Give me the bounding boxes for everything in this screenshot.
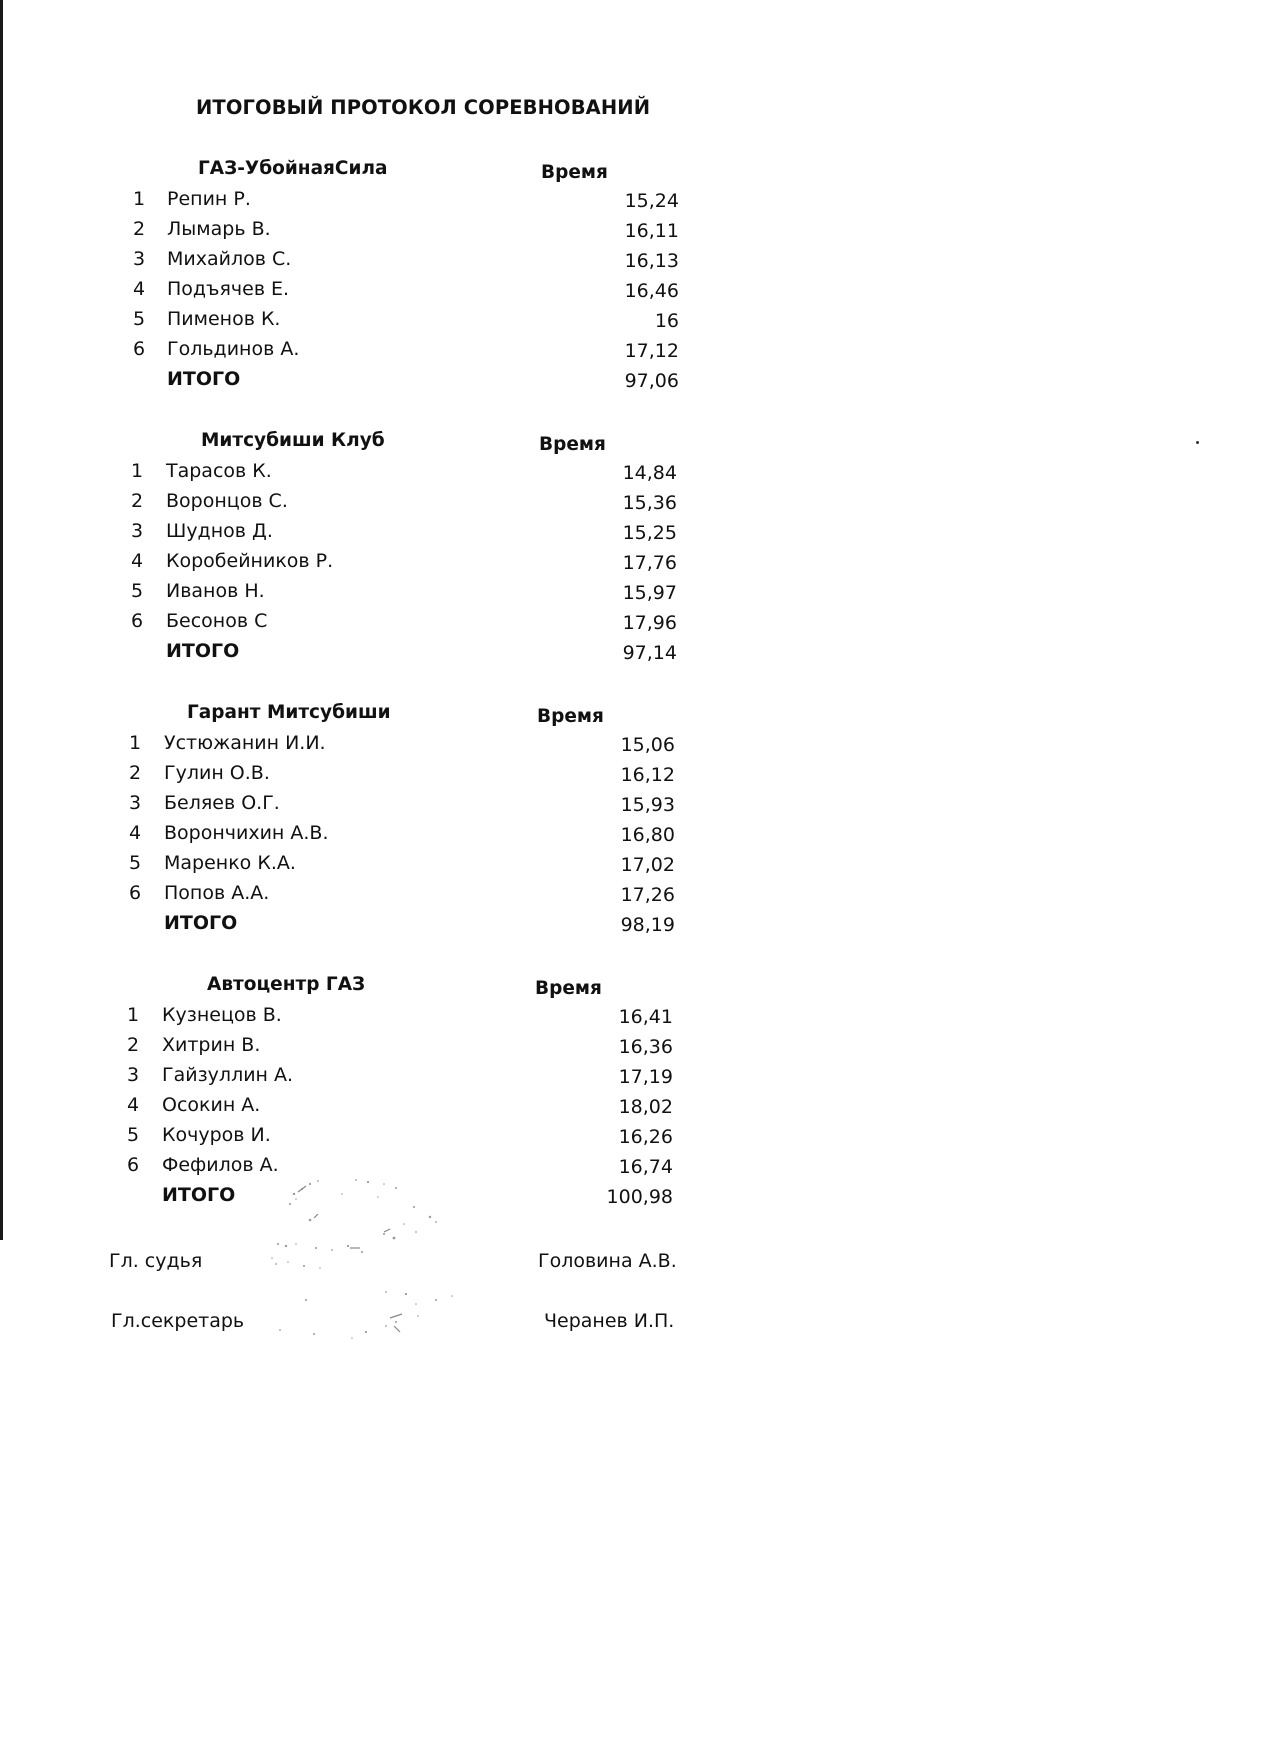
table-row <box>0 580 700 606</box>
participant-name: Ворончихин А.В. <box>164 822 329 844</box>
participant-name: Пименов К. <box>167 308 281 330</box>
table-row <box>0 792 700 818</box>
team-name: Гарант Митсубиши <box>187 702 391 723</box>
participant-name: Лымарь В. <box>167 218 271 240</box>
time-column-header: Время <box>541 162 608 183</box>
participant-time: 16,46 <box>624 280 679 302</box>
team-header <box>0 158 700 184</box>
total-row <box>0 912 700 938</box>
signature-row-secretary <box>0 1310 700 1338</box>
total-label: ИТОГО <box>164 912 238 934</box>
place-number: 6 <box>132 338 146 360</box>
team-header <box>0 430 700 456</box>
place-number: 3 <box>132 248 146 270</box>
participant-name: Кочуров И. <box>162 1124 271 1146</box>
scan-speck <box>1196 441 1199 444</box>
participant-name: Шуднов Д. <box>166 520 273 542</box>
participant-name: Гайзуллин А. <box>162 1064 294 1086</box>
participant-time: 15,36 <box>622 492 677 514</box>
participant-time: 16,41 <box>618 1006 673 1028</box>
place-number: 5 <box>128 852 142 874</box>
place-number: 5 <box>130 580 144 602</box>
participant-name: Беляев О.Г. <box>164 792 280 814</box>
participant-name: Подъячев Е. <box>167 278 290 300</box>
participant-time: 15,25 <box>622 522 677 544</box>
participant-name: Иванов Н. <box>166 580 265 602</box>
participant-name: Осокин А. <box>162 1094 261 1116</box>
signature-person: Черанев И.П. <box>544 1310 675 1332</box>
participant-time: 17,76 <box>622 552 677 574</box>
team-header <box>0 974 700 1000</box>
table-row <box>0 762 700 788</box>
table-row <box>0 882 700 908</box>
signature-role: Гл. судья <box>109 1250 203 1272</box>
place-number: 4 <box>128 822 142 844</box>
participant-name: Воронцов С. <box>166 490 288 512</box>
participant-name: Попов А.А. <box>164 882 270 904</box>
place-number: 3 <box>128 792 142 814</box>
participant-time: 15,06 <box>620 734 675 756</box>
participant-time: 15,97 <box>622 582 677 604</box>
table-row <box>0 852 700 878</box>
participant-time: 15,93 <box>620 794 675 816</box>
participant-time: 16,26 <box>618 1126 673 1148</box>
participant-time: 17,19 <box>618 1066 673 1088</box>
place-number: 6 <box>130 610 144 632</box>
participant-time: 16,12 <box>620 764 675 786</box>
participant-name: Коробейников Р. <box>166 550 334 572</box>
place-number: 2 <box>130 490 144 512</box>
participant-name: Фефилов А. <box>162 1154 279 1176</box>
table-row <box>0 1004 700 1030</box>
table-row <box>0 490 700 516</box>
total-row <box>0 640 700 666</box>
team-name: Митсубиши Клуб <box>201 430 385 451</box>
participant-name: Бесонов С <box>166 610 268 632</box>
place-number: 6 <box>126 1154 140 1176</box>
total-time: 97,14 <box>622 642 677 664</box>
total-time: 97,06 <box>624 370 679 392</box>
participant-name: Гольдинов А. <box>167 338 300 360</box>
table-row <box>0 520 700 546</box>
place-number: 1 <box>130 460 144 482</box>
participant-time: 17,02 <box>620 854 675 876</box>
place-number: 2 <box>132 218 146 240</box>
total-time: 100,98 <box>606 1186 673 1208</box>
time-column-header: Время <box>535 978 602 999</box>
table-row <box>0 278 700 304</box>
signature-row-judge <box>0 1250 700 1278</box>
participant-name: Михайлов С. <box>167 248 292 270</box>
table-row <box>0 338 700 364</box>
place-number: 1 <box>132 188 146 210</box>
team-name: Автоцентр ГАЗ <box>207 974 366 995</box>
table-row <box>0 188 700 214</box>
table-row <box>0 1034 700 1060</box>
participant-name: Хитрин В. <box>162 1034 261 1056</box>
table-row <box>0 218 700 244</box>
participant-time: 17,96 <box>622 612 677 634</box>
place-number: 2 <box>126 1034 140 1056</box>
place-number: 4 <box>132 278 146 300</box>
participant-time: 17,12 <box>624 340 679 362</box>
participant-name: Гулин О.В. <box>164 762 270 784</box>
table-row <box>0 1124 700 1150</box>
participant-time: 18,02 <box>618 1096 673 1118</box>
signature-person: Головина А.В. <box>538 1250 677 1272</box>
participant-name: Кузнецов В. <box>162 1004 282 1026</box>
place-number: 1 <box>128 732 142 754</box>
participant-time: 16,80 <box>620 824 675 846</box>
participant-name: Устюжанин И.И. <box>164 732 326 754</box>
place-number: 3 <box>130 520 144 542</box>
table-row <box>0 550 700 576</box>
total-label: ИТОГО <box>167 368 241 390</box>
participant-time: 16,36 <box>618 1036 673 1058</box>
place-number: 1 <box>126 1004 140 1026</box>
table-row <box>0 460 700 486</box>
place-number: 5 <box>132 308 146 330</box>
participant-name: Репин Р. <box>167 188 251 210</box>
table-row <box>0 1094 700 1120</box>
total-label: ИТОГО <box>162 1184 236 1206</box>
team-header <box>0 702 700 728</box>
table-row <box>0 248 700 274</box>
participant-time: 14,84 <box>622 462 677 484</box>
table-row <box>0 308 700 334</box>
total-time: 98,19 <box>620 914 675 936</box>
place-number: 2 <box>128 762 142 784</box>
time-column-header: Время <box>537 706 604 727</box>
place-number: 4 <box>130 550 144 572</box>
total-row <box>0 368 700 394</box>
participant-time: 16,13 <box>624 250 679 272</box>
signature-role: Гл.секретарь <box>111 1310 245 1332</box>
table-row <box>0 732 700 758</box>
table-row <box>0 610 700 636</box>
place-number: 4 <box>126 1094 140 1116</box>
place-number: 5 <box>126 1124 140 1146</box>
document-title: ИТОГОВЫЙ ПРОТОКОЛ СОРЕВНОВАНИЙ <box>196 96 651 119</box>
time-column-header: Время <box>539 434 606 455</box>
participant-time: 17,26 <box>620 884 675 906</box>
total-label: ИТОГО <box>166 640 240 662</box>
participant-time: 16,74 <box>618 1156 673 1178</box>
table-row <box>0 822 700 848</box>
participant-name: Тарасов К. <box>166 460 272 482</box>
participant-name: Маренко К.А. <box>164 852 296 874</box>
place-number: 3 <box>126 1064 140 1086</box>
participant-time: 16 <box>654 310 679 332</box>
table-row <box>0 1064 700 1090</box>
participant-time: 15,24 <box>624 190 679 212</box>
team-name: ГАЗ-УбойнаяСила <box>198 158 388 179</box>
participant-time: 16,11 <box>624 220 679 242</box>
place-number: 6 <box>128 882 142 904</box>
